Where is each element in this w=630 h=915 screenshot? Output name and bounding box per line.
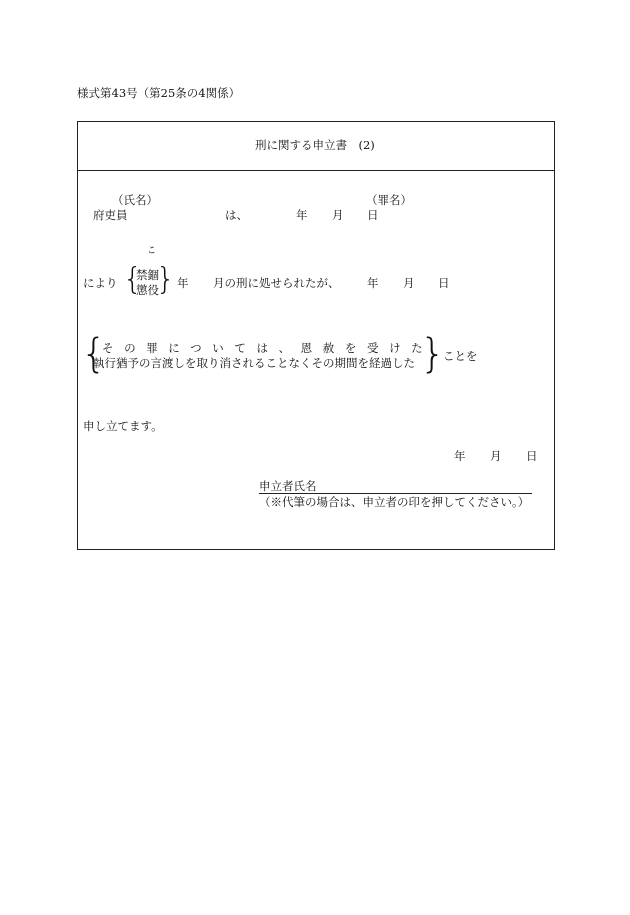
month-label-4: 月 (490, 449, 502, 463)
year-label-4: 年 (454, 449, 466, 463)
prefecture-official-label: 府吏員 (93, 208, 128, 222)
day-label-3: 日 (438, 276, 450, 290)
niyori-label: により (83, 276, 118, 290)
right-brace-options: } (420, 331, 446, 377)
left-brace-sentence: { (123, 262, 143, 297)
day-label-1: 日 (367, 208, 379, 222)
applicant-name-line (259, 493, 532, 494)
choeki-option: 懲役 (136, 283, 159, 297)
day-label-4: 日 (526, 449, 538, 463)
right-brace-sentence: } (156, 262, 176, 297)
applicant-name-label: 申立者氏名 (259, 479, 317, 493)
month-label-3: 月 (403, 276, 415, 290)
suspension-option: 執行猶予の言渡しを取り消されることなくその期間を経過した (93, 356, 415, 370)
kotoowo-label: ことを (443, 349, 478, 363)
crime-note: （罪名） (366, 193, 412, 207)
wa-label: は、 (225, 208, 248, 222)
form-number: 様式第43号（第25条の4関係） (77, 86, 241, 100)
year-label-2: 年 (177, 276, 189, 290)
left-brace-options: { (81, 331, 107, 377)
ko-mark: こ (147, 246, 157, 256)
year-label-1: 年 (296, 208, 308, 222)
kinko-option: 禁錮 (136, 268, 159, 282)
month-label-1: 月 (332, 208, 344, 222)
seal-note: （※代筆の場合は、申立者の印を押してください。） (259, 495, 530, 509)
form-title: 刑に関する申立書 (2) (255, 138, 375, 152)
moushitatemasu-label: 申し立てます。 (83, 419, 163, 433)
title-divider (78, 170, 554, 171)
name-note: （氏名） (112, 193, 158, 207)
year-label-3: 年 (367, 276, 379, 290)
pardon-option: その罪については、恩赦を受けた (102, 341, 434, 355)
sentence-text: 月の刑に処せられたが、 (213, 276, 340, 290)
